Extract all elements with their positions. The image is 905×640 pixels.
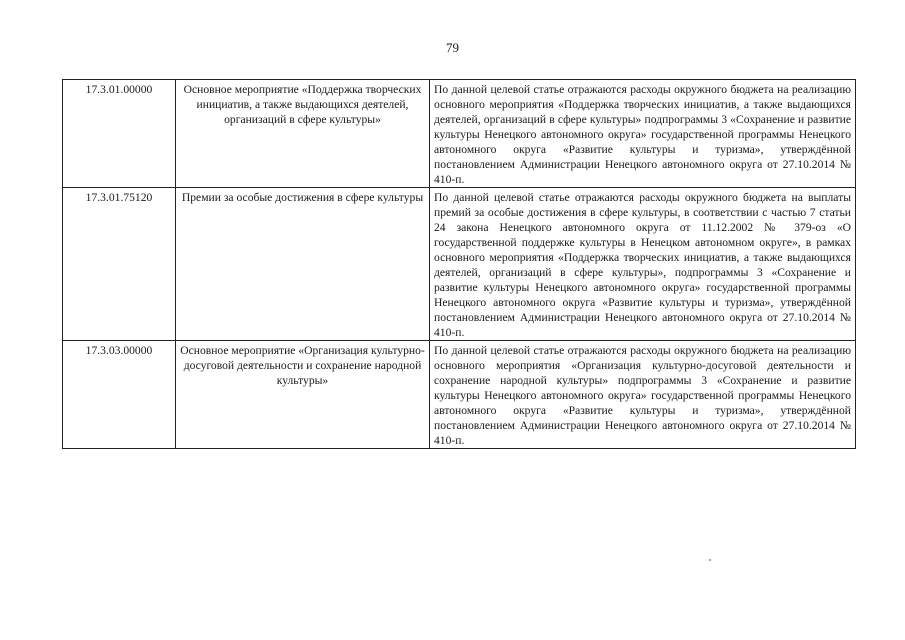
budget-classification-table — [62, 79, 856, 449]
table-row — [63, 80, 856, 188]
target-article-title: Основное мероприятие «Поддержка творческих инициатив, а также выдающихся деятелей, организаций в сфере культуры» — [176, 80, 430, 188]
target-article-description: По данной целевой статье отражаются расходы окружного бюджета на реализацию основного мероприятия «Организация культурно-досуговой деятельности и сохранение народной культуры» подпрограммы 3 «Сохранение и развитие культуры Ненецкого автономного округа» государственной программы Ненецкого автономного округа «Развитие культуры и туризма», утверждённой постановлением Администрации Ненецкого автономного округа от 27.10.2014 № 410-п. — [430, 341, 856, 449]
target-article-code: 17.3.01.00000 — [63, 80, 176, 188]
target-article-title: Основное мероприятие «Организация культурно-досуговой деятельности и сохранение народной культуры» — [176, 341, 430, 449]
target-article-description: По данной целевой статье отражаются расходы окружного бюджета на выплаты премий за особые достижения в сфере культуры, в соответствии с частью 7 статьи 24 закона Ненецкого автономного округа от 11.12.2002 № 379-оз «О государственной поддержке культуры в Ненецком автономном округе», в рамках основного мероприятия «Поддержка творческих инициатив, а также выдающихся деятелей, организаций в сфере культуры», подпрограммы 3 «Сохранение и развитие культуры Ненецкого автономного округа» государственной программы Ненецкого автономного округа «Развитие культуры и туризма», утверждённой постановлением Администрации Ненецкого автономного округа от 27.10.2014 № 410-п. — [430, 188, 856, 341]
table-row — [63, 341, 856, 449]
scan-speck — [709, 559, 711, 561]
table-row — [63, 188, 856, 341]
target-article-code: 17.3.03.00000 — [63, 341, 176, 449]
target-article-title: Премии за особые достижения в сфере культуры — [176, 188, 430, 341]
target-article-description: По данной целевой статье отражаются расходы окружного бюджета на реализацию основного мероприятия «Поддержка творческих инициатив, а также выдающихся деятелей, организаций в сфере культуры» подпрограммы 3 «Сохранение и развитие культуры Ненецкого автономного округа» государственной программы Ненецкого автономного округа «Развитие культуры и туризма», утверждённой постановлением Администрации Ненецкого автономного округа от 27.10.2014 № 410-п. — [430, 80, 856, 188]
page-number: 79 — [446, 40, 459, 55]
target-article-code: 17.3.01.75120 — [63, 188, 176, 341]
